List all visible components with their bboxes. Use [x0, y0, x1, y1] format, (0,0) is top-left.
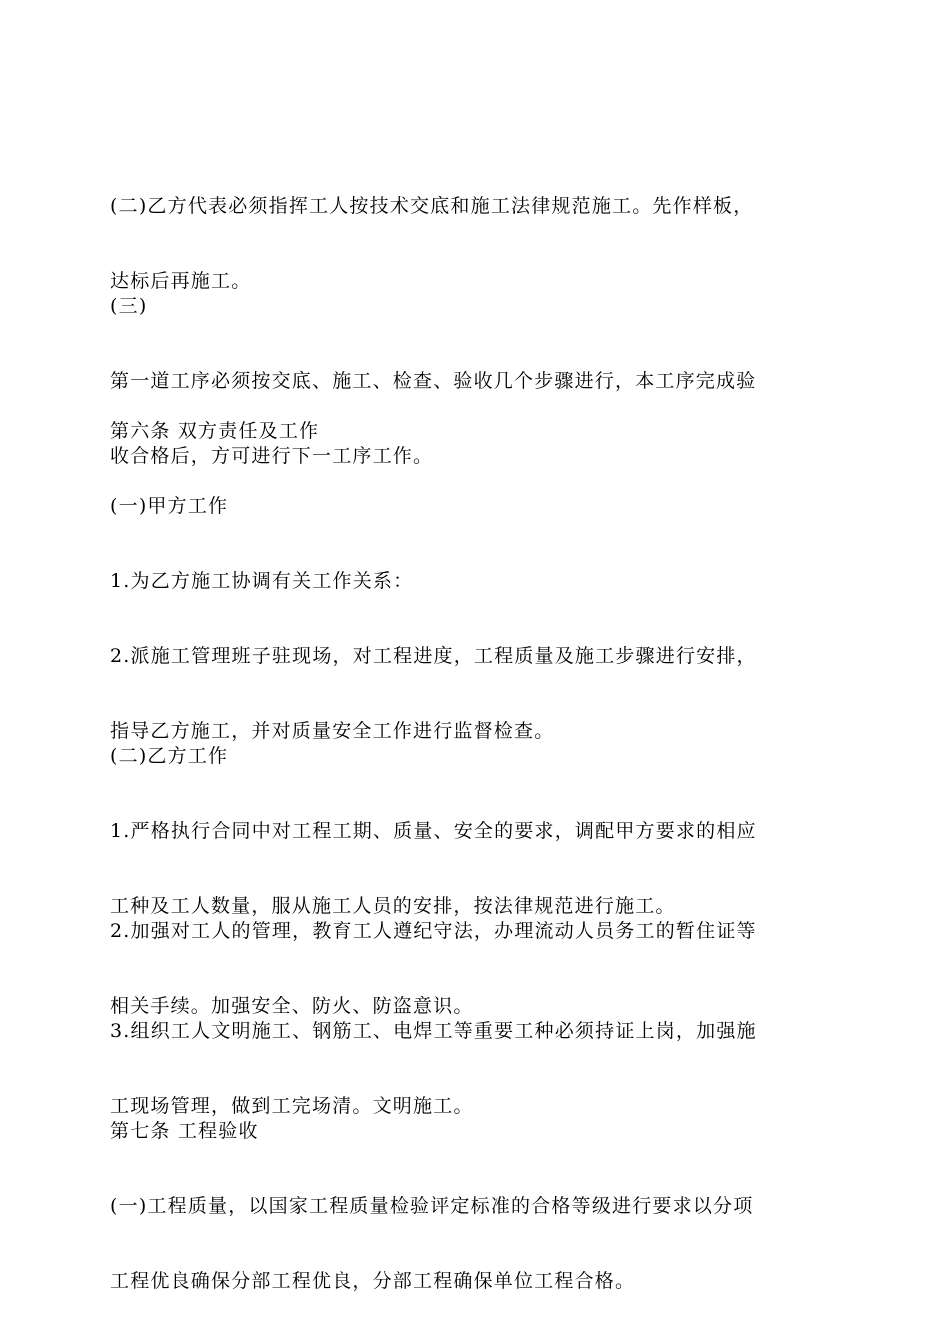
- text-line: 1.为乙方施工协调有关工作关系：: [110, 570, 414, 592]
- text-line: (三): [110, 295, 148, 317]
- text-line: 工现场管理，做到工完场清。文明施工。: [110, 1095, 474, 1117]
- text-line: (二)乙方工作: [110, 745, 229, 767]
- text-line: 工程优良确保分部工程优良，分部工程确保单位工程合格。: [110, 1270, 636, 1292]
- text-line: (一)工程质量，以国家工程质量检验评定标准的合格等级进行要求以分项: [110, 1195, 754, 1217]
- clause-paragraph: [110, 1144, 842, 1344]
- text-line: 第六条 双方责任及工作: [110, 420, 320, 442]
- text-line: 第七条 工程验收: [110, 1120, 259, 1142]
- text-line: 相关手续。加强安全、防火、防盗意识。: [110, 995, 474, 1017]
- text-line: 1.严格执行合同中对工程工期、质量、安全的要求，调配甲方要求的相应: [110, 820, 757, 842]
- text-line: (二)乙方代表必须指挥工人按技术交底和施工法律规范施工。先作样板，: [110, 195, 754, 217]
- text-line: 3.组织工人文明施工、钢筋工、电焊工等重要工种必须持证上岗，加强施: [110, 1020, 757, 1042]
- text-line: 2.加强对工人的管理，教育工人遵纪守法，办理流动人员务工的暂住证等: [110, 920, 757, 942]
- text-line: 工种及工人数量，服从施工人员的安排，按法律规范进行施工。: [110, 895, 676, 917]
- text-line: 达标后再施工。: [110, 270, 252, 292]
- text-line: 2.派施工管理班子驻现场，对工程进度，工程质量及施工步骤进行安排，: [110, 645, 757, 667]
- text-line: 收合格后，方可进行下一工序工作。: [110, 445, 434, 467]
- text-line: 第一道工序必须按交底、施工、检查、验收几个步骤进行，本工序完成验: [110, 370, 757, 392]
- text-line: 指导乙方施工，并对质量安全工作进行监督检查。: [110, 720, 555, 742]
- text-line: (一)甲方工作: [110, 495, 229, 517]
